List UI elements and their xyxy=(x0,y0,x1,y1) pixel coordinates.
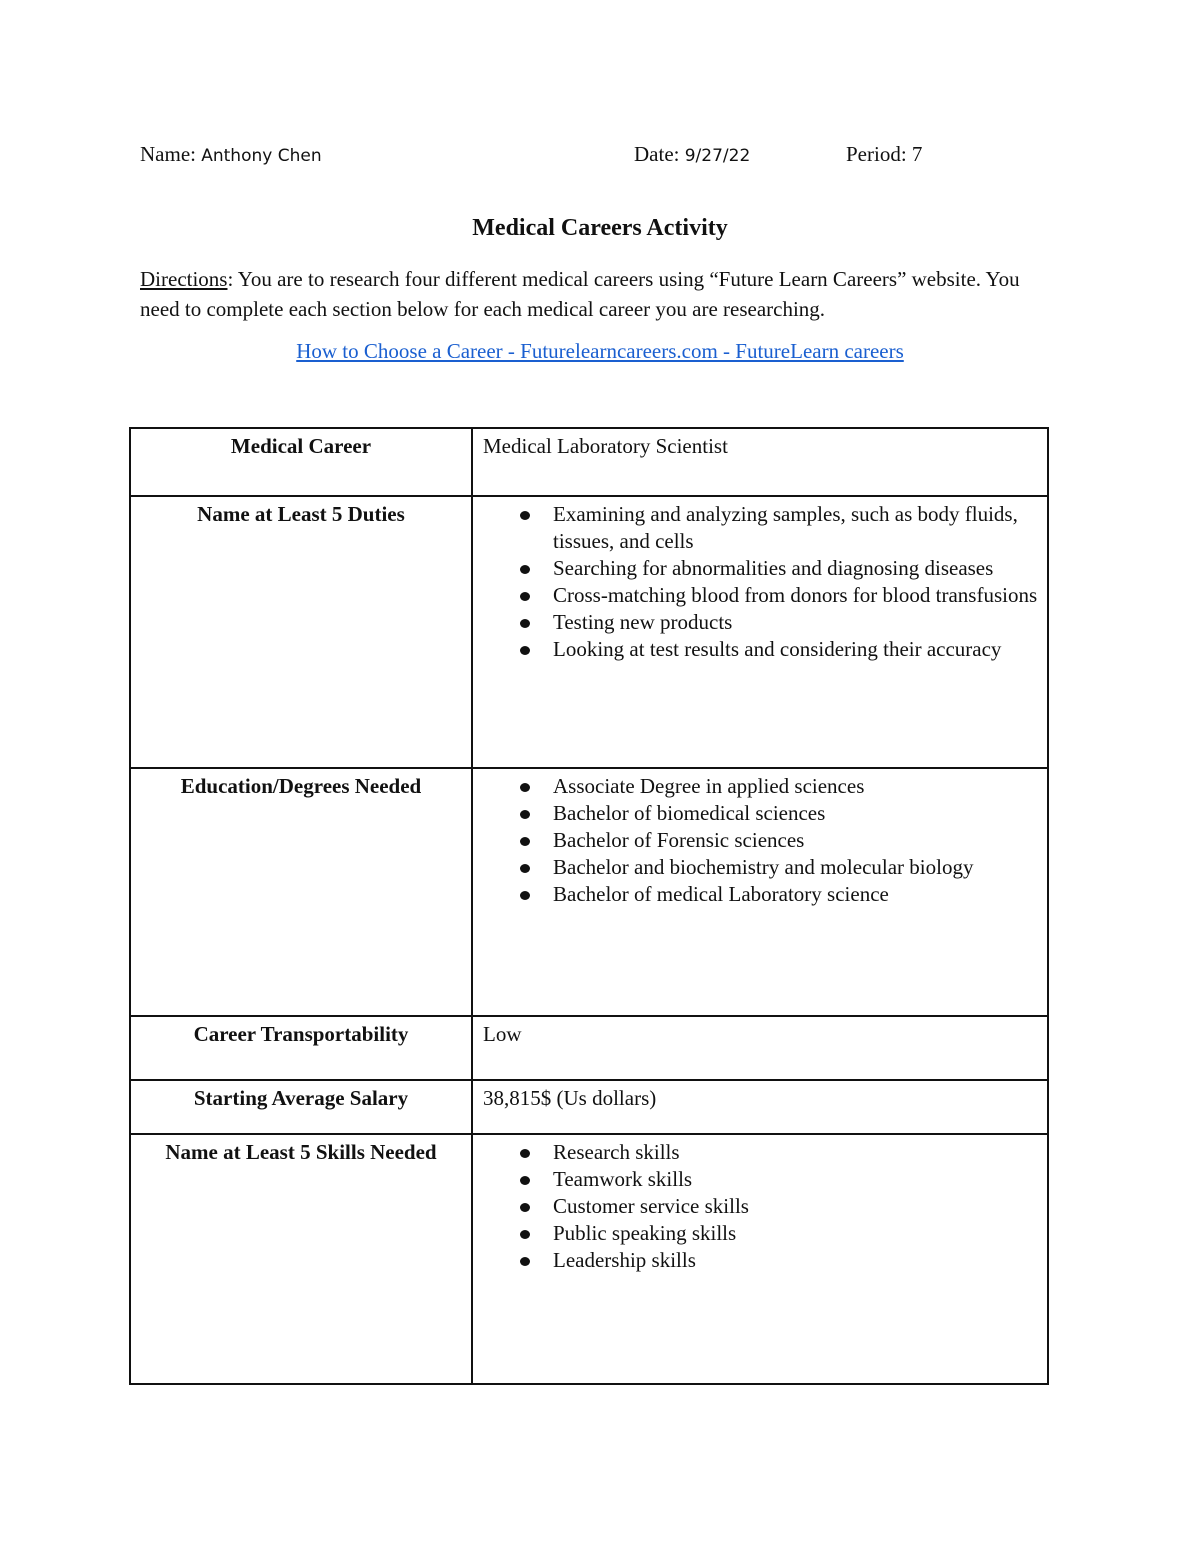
list-item: Customer service skills xyxy=(483,1193,1039,1220)
period-label: Period: 7 xyxy=(846,142,923,166)
list-item: Bachelor of biomedical sciences xyxy=(483,800,1039,827)
row-label: Career Transportability xyxy=(130,1016,472,1080)
table-row xyxy=(130,1080,1048,1134)
duties-list xyxy=(483,501,1039,663)
skills-cell xyxy=(472,1134,1048,1384)
document-title: Medical Careers Activity xyxy=(472,215,728,241)
career-table xyxy=(129,427,1049,1385)
table-row xyxy=(130,428,1048,496)
row-label: Education/Degrees Needed xyxy=(130,768,472,1016)
table-row xyxy=(130,1134,1048,1384)
list-item: Searching for abnormalities and diagnosing diseases xyxy=(483,555,1039,582)
name-label: Name: xyxy=(140,142,196,166)
list-item: Testing new products xyxy=(483,609,1039,636)
name-field xyxy=(140,142,322,167)
directions-text: : You are to research four different medical careers using “Future Learn Careers” website. You need to complete each section below for each medical career you are researching. xyxy=(140,267,1020,321)
medical-career-value: Medical Laboratory Scientist xyxy=(472,428,1048,496)
date-label: Date: xyxy=(634,142,680,166)
row-label: Starting Average Salary xyxy=(130,1080,472,1134)
link-line xyxy=(0,339,1200,364)
list-item: Examining and analyzing samples, such as body fluids, tissues, and cells xyxy=(483,501,1039,555)
list-item: Bachelor of Forensic sciences xyxy=(483,827,1039,854)
row-label: Name at Least 5 Skills Needed xyxy=(130,1134,472,1384)
date-field xyxy=(634,142,750,167)
date-value: 9/27/22 xyxy=(684,146,751,166)
skills-list xyxy=(483,1139,1039,1274)
list-item: Public speaking skills xyxy=(483,1220,1039,1247)
period-field xyxy=(846,142,922,167)
list-item: Leadership skills xyxy=(483,1247,1039,1274)
career-link[interactable]: How to Choose a Career - Futurelearncareers.com - FutureLearn careers xyxy=(296,339,904,363)
row-label: Medical Career xyxy=(130,428,472,496)
table-row xyxy=(130,768,1048,1016)
salary-value: 38,815$ (Us dollars) xyxy=(472,1080,1048,1134)
list-item: Cross-matching blood from donors for blood transfusions xyxy=(483,582,1039,609)
transportability-value: Low xyxy=(472,1016,1048,1080)
education-list xyxy=(483,773,1039,908)
table-row xyxy=(130,496,1048,768)
duties-cell xyxy=(472,496,1048,768)
education-cell xyxy=(472,768,1048,1016)
table-row xyxy=(130,1016,1048,1080)
list-item: Associate Degree in applied sciences xyxy=(483,773,1039,800)
header-row xyxy=(140,142,1060,172)
row-label: Name at Least 5 Duties xyxy=(130,496,472,768)
directions-paragraph xyxy=(140,264,1060,324)
list-item: Teamwork skills xyxy=(483,1166,1039,1193)
list-item: Research skills xyxy=(483,1139,1039,1166)
list-item: Bachelor of medical Laboratory science xyxy=(483,881,1039,908)
name-value: Anthony Chen xyxy=(201,146,322,166)
list-item: Looking at test results and considering their accuracy xyxy=(483,636,1039,663)
list-item: Bachelor and biochemistry and molecular biology xyxy=(483,854,1039,881)
directions-label: Directions xyxy=(140,267,228,291)
